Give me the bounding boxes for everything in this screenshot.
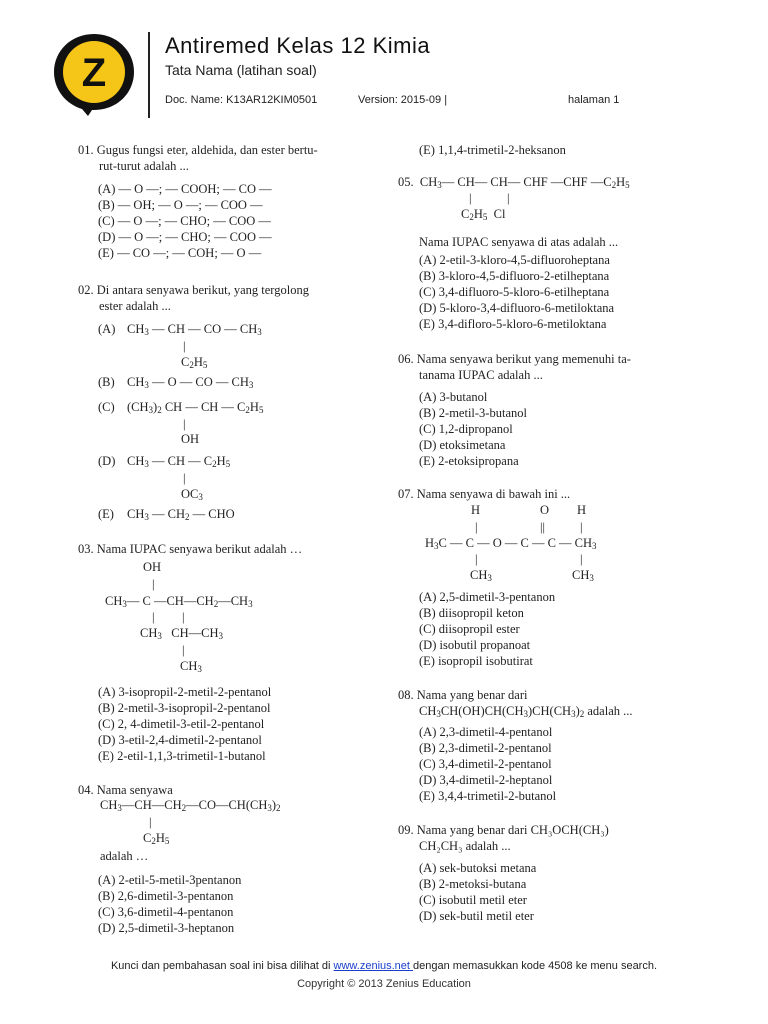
question-09 — [398, 822, 609, 924]
option-b[interactable]: (B) 2-metoksi-butana — [419, 877, 527, 891]
question-text: tanama IUPAC adalah ... — [419, 368, 543, 382]
options-05 — [419, 252, 614, 332]
question-text: 01. Gugus fungsi eter, aldehida, dan ester bertu- — [78, 143, 318, 157]
question-text: CH₂CH₃ adalah ... — [419, 839, 511, 853]
option-a[interactable]: (A) sek-butoksi metana — [419, 861, 537, 875]
option-e[interactable]: (E) 2-etoksipropana — [419, 454, 519, 468]
question-text: 02. Di antara senyawa berikut, yang tergolong — [78, 283, 309, 297]
question-01 — [78, 142, 318, 261]
option-d[interactable]: (D) 2,5-dimetil-3-heptanon — [98, 921, 235, 935]
question-text: 07. Nama senyawa di bawah ini ... — [398, 487, 571, 501]
question-text: 09. Nama yang benar dari CH₃OCH(CH₃) — [398, 823, 609, 837]
question-text: Nama IUPAC senyawa di atas adalah ... — [419, 235, 619, 249]
option-e[interactable]: (E) 2-etil-1,1,3-trimetil-1-butanol — [98, 749, 266, 763]
options-08 — [419, 724, 556, 804]
option-b[interactable]: (B) 2-metil-3-isopropil-2-pentanol — [98, 701, 271, 715]
question-text: 03. Nama IUPAC senyawa berikut adalah … — [78, 542, 303, 556]
option-d[interactable]: (D) — O —; — CHO; — COO — — [98, 230, 272, 244]
question-text: 08. Nama yang benar dari — [398, 688, 528, 702]
page-subtitle: Tata Nama (latihan soal) — [165, 62, 317, 78]
option-d[interactable]: (D) 3-etil-2,4-dimetil-2-pentanol — [98, 733, 262, 747]
question-text: adalah … — [100, 849, 149, 863]
options-03 — [98, 684, 271, 764]
question-08 — [398, 687, 527, 703]
options-07 — [419, 589, 555, 669]
question-text: 06. Nama senyawa berikut yang memenuhi ta- — [398, 352, 631, 366]
question-06 — [398, 351, 631, 469]
option-a[interactable]: (A) 2,3-dimetil-4-pentanol — [419, 725, 553, 739]
option-e[interactable]: (E) 3,4,4-trimetil-2-butanol — [419, 789, 557, 803]
option-e[interactable]: (E) — CO —; — COH; — O — — [98, 246, 262, 260]
option-a[interactable]: (A) 2,5-dimetil-3-pentanon — [419, 590, 556, 604]
option-b[interactable]: (B) 2-metil-3-butanol — [419, 406, 527, 420]
question-text: ester adalah ... — [99, 299, 171, 313]
option-b[interactable]: (B) 2,6-dimetil-3-pentanon — [98, 889, 234, 903]
copyright: Copyright © 2013 Zenius Education — [297, 978, 471, 990]
option-c[interactable]: (C) 3,4-dimetil-2-pentanol — [419, 757, 552, 771]
svg-text:Z: Z — [81, 51, 107, 95]
option-a[interactable]: (A) 3-butanol — [419, 390, 488, 404]
doc-version: Version: 2015-09 | — [358, 94, 448, 106]
option-a[interactable]: (A) — O —; — COOH; — CO — — [98, 182, 272, 196]
question-02 — [78, 282, 309, 314]
options-04 — [98, 872, 241, 936]
option-d[interactable]: (D) isobutil propanoat — [419, 638, 531, 652]
question-03 — [78, 541, 302, 557]
footer-text: dengan memasukkan kode 4508 ke menu search. — [413, 960, 658, 972]
option-c[interactable]: (C) 3,6-dimetil-4-pentanon — [98, 905, 234, 919]
option-c[interactable]: (C) — O —; — CHO; — COO — — [98, 214, 271, 228]
option-c[interactable]: (C) 3,4-difluoro-5-kloro-6-etilheptana — [419, 285, 610, 299]
option-e[interactable]: (E) isopropil isobutirat — [419, 654, 533, 668]
question-07 — [398, 486, 570, 502]
option-c[interactable]: (C) 1,2-dipropanol — [419, 422, 513, 436]
footer-note — [0, 960, 768, 972]
question-text: 04. Nama senyawa — [78, 783, 173, 797]
option-c[interactable]: (C) diisopropil ester — [419, 622, 520, 636]
option-c[interactable]: (C) isobutil metil eter — [419, 893, 527, 907]
option-d[interactable]: (D) 5-kloro-3,4-difluoro-6-metiloktana — [419, 301, 615, 315]
page-title: Antiremed Kelas 12 Kimia — [165, 33, 431, 58]
option-b[interactable]: (B) — OH; — O —; — COO — — [98, 198, 263, 212]
option-d[interactable]: (D) 3,4-dimetil-2-heptanol — [419, 773, 553, 787]
zenius-logo — [52, 32, 136, 116]
option-a[interactable]: (A) 2-etil-3-kloro-4,5-difluoroheptana — [419, 253, 610, 267]
option-a[interactable]: (A) 2-etil-5-metil-3pentanon — [98, 873, 242, 887]
option-d[interactable]: (D) sek-butil metil eter — [419, 909, 534, 923]
formula-text: $CH_3CH(OH)CH(CH_3)CH(CH_3)_2$ adalah ... — [419, 704, 633, 719]
footer-text: Kunci dan pembahasan soal ini bisa dilihat di — [110, 960, 334, 972]
doc-name: Doc. Name: K13AR12KIM0501 — [165, 94, 318, 106]
question-text: rut-turut adalah ... — [99, 159, 189, 173]
option-b[interactable]: (B) 2,3-dimetil-2-pentanol — [419, 741, 552, 755]
header-divider — [148, 32, 150, 118]
option-e[interactable]: (E) 3,4-difloro-5-kloro-6-metiloktana — [419, 317, 607, 331]
zenius-link[interactable]: www.zenius.net — [333, 960, 414, 972]
option-b[interactable]: (B) diisopropil keton — [419, 606, 524, 620]
option-c[interactable]: (C) 2, 4-dimetil-3-etil-2-pentanol — [98, 717, 265, 731]
option-d[interactable]: (D) etoksimetana — [419, 438, 506, 452]
option-a[interactable]: (A) 3-isopropil-2-metil-2-pentanol — [98, 685, 272, 699]
option-e[interactable]: (E) 1,1,4-trimetil-2-heksanon — [419, 143, 566, 157]
question-04 — [78, 782, 173, 798]
page-number: halaman 1 — [568, 94, 620, 106]
option-b[interactable]: (B) 3-kloro-4,5-difluoro-2-etilheptana — [419, 269, 610, 283]
